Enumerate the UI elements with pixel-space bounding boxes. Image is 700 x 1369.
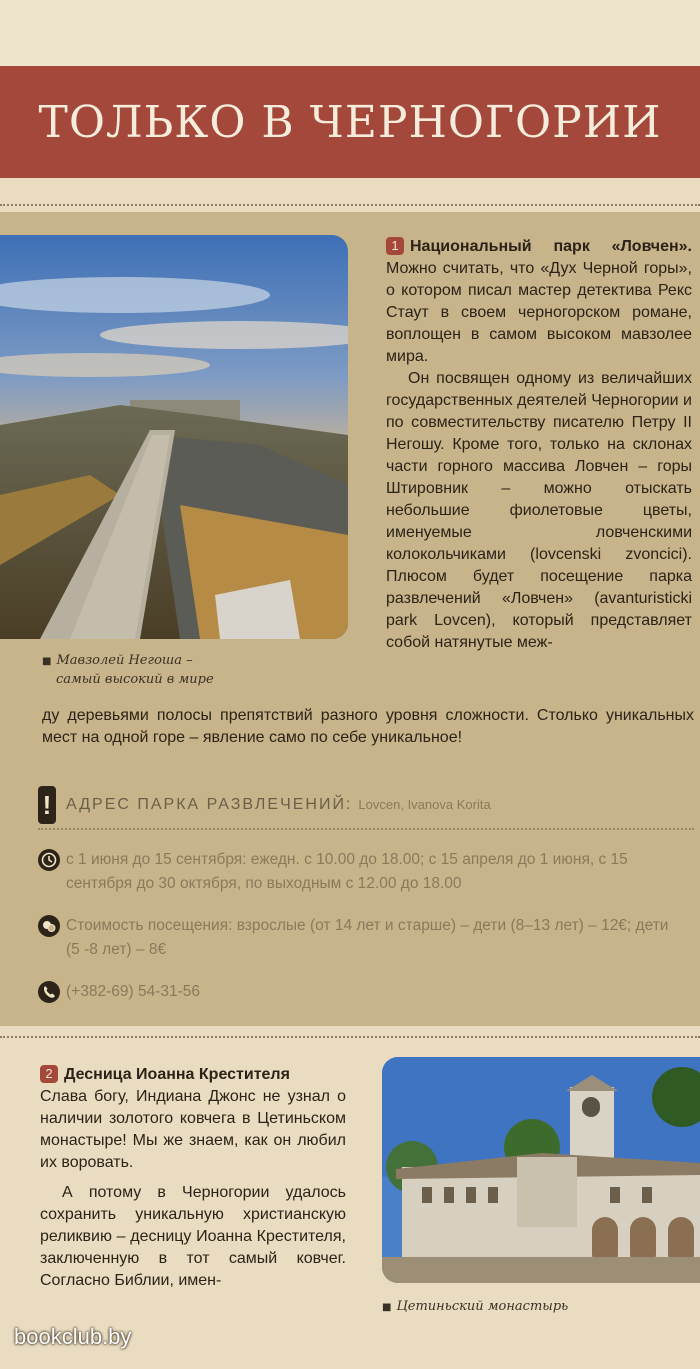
section1-text <box>386 236 692 654</box>
phone-number: (+382-69) 54-31-56 <box>66 983 200 1000</box>
section1-para2: Он посвящен одному из величайших государственных деятелей Черногории и по совместительству писателю Петру II Негошу. Кроме того, только на склонах части горного массива Ловчен – горы Штировник – можно отыскать небольшие фиолетовые цветы, именуемые ловченскими колокольчиками (lovcenski zvoncici). Плюсом будет посещение парка развлечений «Ловчен» (avanturisticki park Lovcen), который представляет собой натянутые меж- <box>386 370 692 651</box>
hours-row <box>38 848 678 896</box>
photo-cetinje-monastery <box>382 1057 700 1283</box>
phone-row <box>38 980 200 1004</box>
page-title: ТОЛЬКО В ЧЕРНОГОРИИ <box>38 96 662 148</box>
admission-price: Стоимость посещения: взрослые (от 14 лет и старше) – дети (8–13 лет) – 12€; дети (5 -8 лет) – 8€ <box>66 917 669 958</box>
photo-caption-park <box>42 652 214 689</box>
clock-icon <box>38 849 60 871</box>
section1-para2-cont: ду деревьями полосы препятствий разного уровня сложности. Столько уникальных мест на одной горе – явление само по себе уникальное! <box>42 707 694 746</box>
dotted-divider-top <box>0 204 700 206</box>
title-band <box>0 66 700 178</box>
section2-heading: Десница Иоанна Крестителя <box>64 1066 290 1083</box>
number-badge-1: 1 <box>386 237 404 255</box>
price-row <box>38 914 678 962</box>
photo-caption-monastery <box>382 1298 568 1317</box>
caption-bullet-icon: ■ <box>42 656 52 667</box>
address-label: АДРЕС ПАРКА РАЗВЛЕЧЕНИЙ: <box>66 796 353 813</box>
caption-monastery-text: Цетиньский монастырь <box>396 1299 569 1314</box>
coins-icon <box>38 915 60 937</box>
section2-para2: А потому в Черногории удалось сохранить уникальную христианскую реликвию – десницу Иоанна Крестителя, заключенную в тот самый ковчег. Согласно Библии, имен- <box>40 1184 346 1289</box>
caption-bullet-icon: ■ <box>382 1302 392 1313</box>
watermark-brand: bookclub.by <box>14 1324 132 1349</box>
dotted-divider-mid <box>0 1036 700 1038</box>
address-row <box>38 786 491 824</box>
address-underline <box>38 828 694 830</box>
phone-icon <box>38 981 60 1003</box>
top-band <box>0 0 700 66</box>
caption-line1: Мавзолей Негоша – <box>56 653 193 668</box>
section2-text <box>40 1064 346 1292</box>
opening-hours: с 1 июня до 15 сентября: ежедн. с 10.00 до 18.00; с 15 апреля до 1 июня, с 15 сентября до 30 октября, по выходным с 12.00 до 18.00 <box>66 851 628 892</box>
exclamation-icon: ! <box>38 786 56 824</box>
number-badge-2: 2 <box>40 1065 58 1083</box>
address-value: Lovcen, Ivanova Korita <box>358 797 491 812</box>
photo-negosh-mausoleum <box>0 235 348 639</box>
section2-para1: Слава богу, Индиана Джонс не узнал о наличии золотого ковчега в Цетиньском монастыре! Мы же знаем, как он любил их воровать. <box>40 1088 346 1171</box>
section1-heading: Национальный парк «Ловчен». <box>410 238 692 255</box>
section1-intro: Можно считать, что «Дух Черной горы», о котором писал мастер детектива Рекс Стаут в своем черногорском романе, воплощен в самом высоком мавзолее мира. <box>386 260 692 365</box>
caption-line2: самый высокий в мире <box>56 672 214 687</box>
